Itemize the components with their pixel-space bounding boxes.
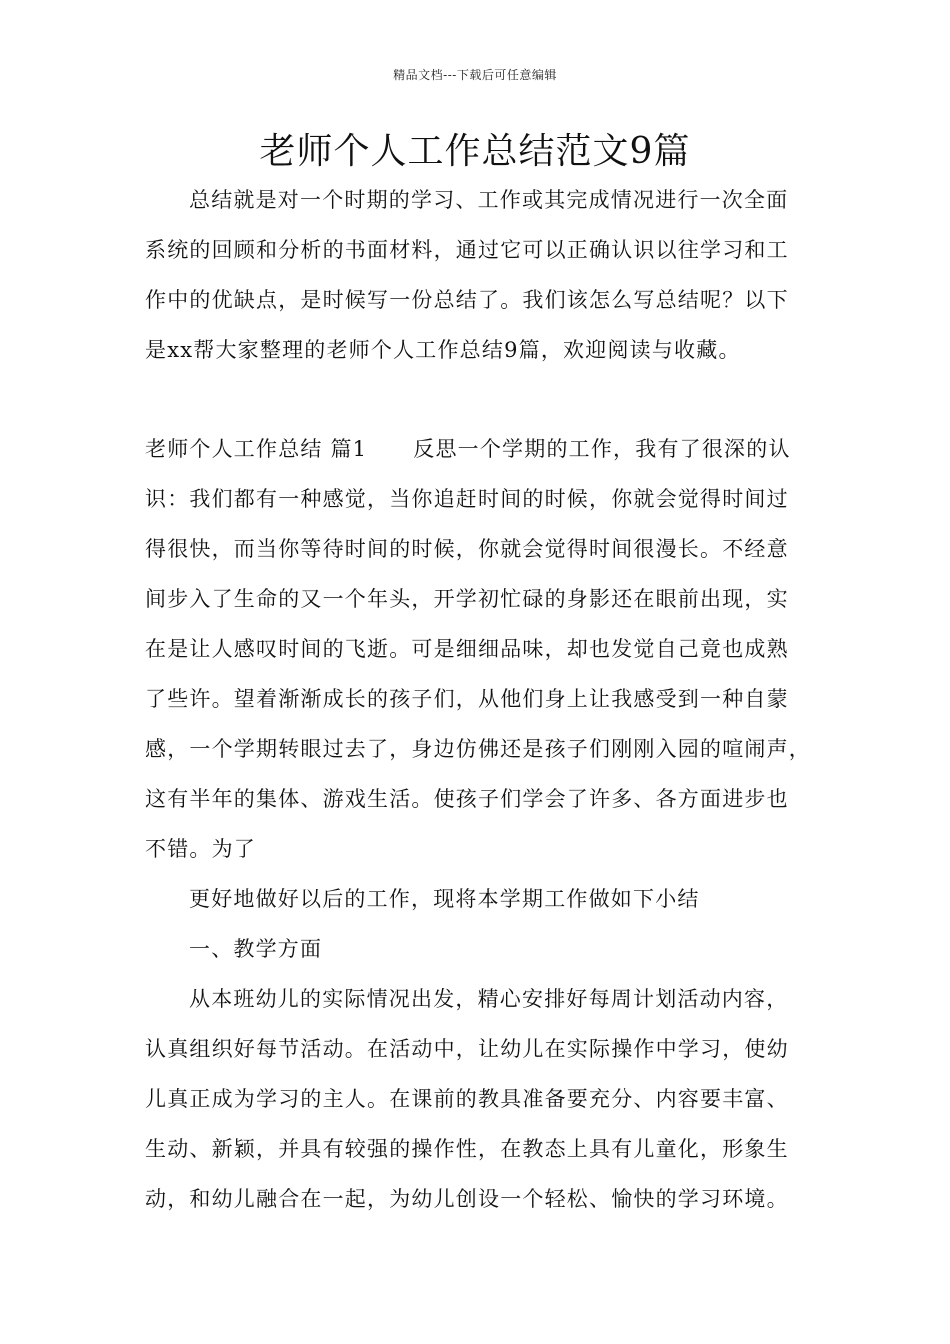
text-line: 了些许。望着渐渐成长的孩子们，从他们身上让我感受到一种自蒙 — [145, 687, 789, 711]
text-line: 生动、新颖，并具有较强的操作性，在教态上具有儿童化，形象生 — [145, 1137, 789, 1161]
intro-paragraph — [145, 175, 805, 375]
text-line: 作中的优缺点，是时候写一份总结了。我们该怎么写总结呢？以下 — [145, 288, 789, 312]
text-line: 动，和幼儿融合在一起，为幼儿创设一个轻松、愉快的学习环境。 — [145, 1187, 789, 1211]
text-line: 间步入了生命的又一个年头，开学初忙碌的身影还在眼前出现，实 — [145, 587, 789, 611]
section-label: 老师个人工作总结 篇1 — [145, 437, 368, 461]
text-line: 更好地做好以后的工作，现将本学期工作做如下小结 — [189, 887, 700, 911]
text-line: 这有半年的集体、游戏生活。使孩子们学会了许多、各方面进步也 — [145, 787, 789, 811]
text-line: 系统的回顾和分析的书面材料，通过它可以正确认识以往学习和工 — [145, 238, 789, 262]
document-title: 老师个人工作总结范文9篇 — [259, 131, 691, 172]
text-line: 认真组织好每节活动。在活动中，让幼儿在实际操作中学习，使幼 — [145, 1037, 789, 1061]
text-line: 儿真正成为学习的主人。在课前的教具准备要充分、内容要丰富、 — [145, 1087, 789, 1111]
page-header-note: 精品文档---下载后可任意编辑 — [393, 68, 557, 82]
text-line: 在是让人感叹时间的飞逝。可是细细品味，却也发觉自己竟也成熟 — [145, 637, 789, 661]
section-heading: 一、教学方面 — [189, 937, 323, 961]
text-line: 不错。为了 — [145, 837, 256, 861]
text-line: 得很快，而当你等待时间的时候，你就会觉得时间很漫长。不经意 — [145, 537, 789, 561]
text-line: 是xx帮大家整理的老师个人工作总结9篇，欢迎阅读与收藏。 — [145, 338, 741, 362]
text-line: 总结就是对一个时期的学习、工作或其完成情况进行一次全面 — [189, 188, 789, 212]
text-line: 感，一个学期转眼过去了，身边仿佛还是孩子们刚刚入园的喧闹声， — [145, 737, 811, 761]
text-line: 识：我们都有一种感觉，当你追赶时间的时候，你就会觉得时间过 — [145, 487, 789, 511]
section-1-paragraph — [145, 424, 811, 1224]
text-line: 从本班幼儿的实际情况出发，精心安排好每周计划活动内容， — [189, 987, 789, 1011]
text-line: 反思一个学期的工作，我有了很深的认 — [413, 437, 791, 461]
